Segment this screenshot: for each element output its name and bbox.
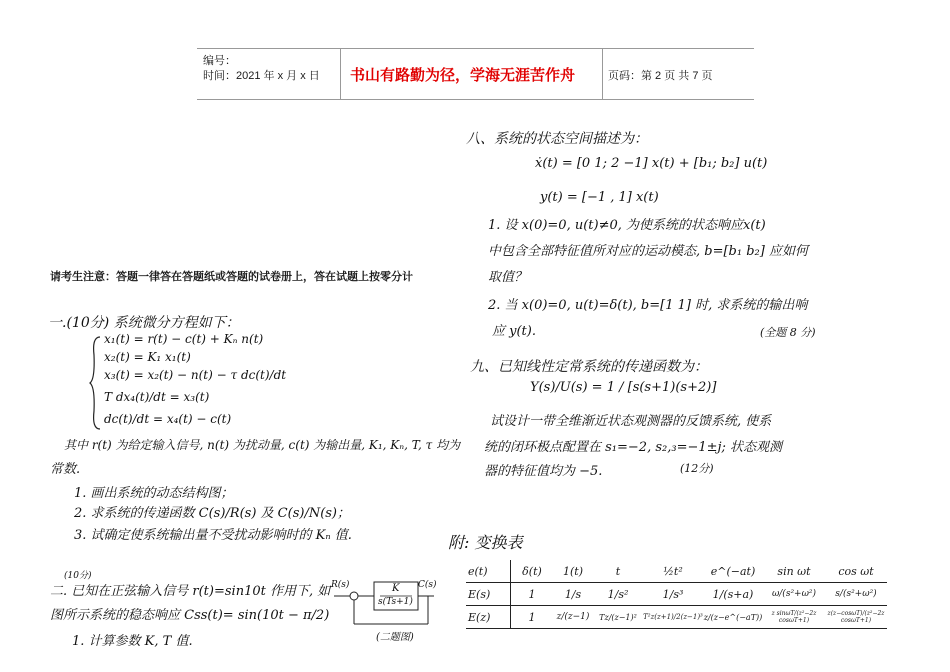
q2-line1: 二. 已知在正弦输入信号 r(t)=sin10t 作用下, 如 xyxy=(50,584,331,599)
document-header xyxy=(197,48,754,100)
table-cell: z(z−cosωT)/(z²−2z cosωT+1) xyxy=(825,606,887,629)
page-label: 页码：第 2 页 共 7 页 xyxy=(608,70,713,82)
q1-eq1: x₁(t) = r(t) − c(t) + Kₙ n(t) xyxy=(104,332,264,346)
table-cell: 1 xyxy=(511,606,554,629)
q2-line3: 1. 计算参数 K, T 值. xyxy=(72,634,193,649)
time-label: 时间：2021 年 x 月 x 日 xyxy=(203,70,320,82)
q8-item1-line1: 1. 设 x(0)=0, u(t)≠0, 为使系统的状态响应x(t) xyxy=(488,218,766,233)
q2-denominator-label: s(Ts+1) xyxy=(378,597,413,607)
q1-title: 一.(10分) 系统微分方程如下： xyxy=(48,315,240,331)
table-cell: Tz/(z−1)² xyxy=(593,606,643,629)
table-cell: δ(t) xyxy=(511,560,554,583)
table-row xyxy=(466,560,887,583)
motto-text: 书山有路勤为径，学海无涯苦作舟 xyxy=(350,66,576,84)
q2-points: (10分) xyxy=(64,571,92,581)
q2-gain-label: K xyxy=(392,583,400,594)
q1-task3: 3. 试确定使系统输出量不受扰动影响时的 Kₙ 值. xyxy=(74,528,352,543)
q8-score: (全题 8 分) xyxy=(760,326,816,339)
table-cell: E(s) xyxy=(466,583,511,606)
table-row xyxy=(466,583,887,606)
q9-line1: 试设计一带全维渐近状态观测器的反馈系统, 使系 xyxy=(490,414,772,429)
exam-notice: 请考生注意：答题一律答在答题纸或答题的试卷册上，答在试题上按零分计 xyxy=(50,270,413,283)
q2-input-label: R(s) xyxy=(331,580,350,590)
table-cell: ω/(s²+ω²) xyxy=(763,583,825,606)
q8-item1-line2: 中包含全部特征值所对应的运动模态, b=[b₁ b₂] 应如何 xyxy=(488,244,808,259)
q1-task2: 2. 求系统的传递函数 C(s)/R(s) 及 C(s)/N(s)； xyxy=(74,506,351,521)
q8-item1-line3: 取值？ xyxy=(488,270,528,285)
table-cell: T²z(z+1)/2(z−1)³ xyxy=(643,606,703,629)
table-cell: z/(z−e^(−aT)) xyxy=(703,606,763,629)
transform-table xyxy=(466,560,887,629)
table-cell: cos ωt xyxy=(825,560,887,583)
q9-line2: 统的闭环极点配置在 s₁=−2, s₂,₃=−1±j; 状态观测 xyxy=(484,440,783,455)
table-cell: z sinωT/(z²−2z cosωT+1) xyxy=(763,606,825,629)
table-cell: 1(t) xyxy=(553,560,593,583)
table-cell: 1/(s+a) xyxy=(703,583,763,606)
q9-title: 九、已知线性定常系统的传递函数为： xyxy=(470,359,708,375)
table-cell: ½t² xyxy=(643,560,703,583)
table-cell: E(z) xyxy=(466,606,511,629)
table-cell: e^(−at) xyxy=(703,560,763,583)
q2-output-label: C(s) xyxy=(418,580,437,590)
header-left-cell xyxy=(197,49,341,99)
q8-item2-line1: 2. 当 x(0)=0, u(t)=δ(t), b=[1 1] 时, 求系统的输出响 xyxy=(488,298,808,313)
table-cell: t xyxy=(593,560,643,583)
q8-item2-line2: 应 y(t). xyxy=(492,324,536,339)
table-cell: 1/s³ xyxy=(643,583,703,606)
q1-brace-icon xyxy=(88,335,102,431)
q9-line3: 器的特征值均为 −5. xyxy=(484,464,603,479)
appendix-title: 附: 变换表 xyxy=(448,533,523,552)
table-cell: 1/s xyxy=(553,583,593,606)
q1-eq4: T dx₄(t)/dt = x₃(t) xyxy=(104,390,210,404)
code-label: 编号： xyxy=(203,55,236,67)
q8-output-equation: y(t) = [−1 , 1] x(t) xyxy=(540,190,659,205)
q2-figure-caption: (二题图) xyxy=(376,632,414,643)
q1-eq2: x₂(t) = K₁ x₁(t) xyxy=(104,350,191,364)
q2-line2: 图所示系统的稳态响应 Css(t)= sin(10t − π/2) xyxy=(50,608,330,623)
q1-eq3: x₃(t) = x₂(t) − n(t) − τ dc(t)/dt xyxy=(104,368,287,382)
q1-desc-line1: 其中 r(t) 为给定输入信号, n(t) 为扰动量, c(t) 为输出量, K₁, Kₙ, T, τ 均为 xyxy=(64,438,461,452)
table-row xyxy=(466,606,887,629)
header-right-cell xyxy=(602,49,754,99)
q8-title: 八、系统的状态空间描述为： xyxy=(466,131,648,147)
table-cell: e(t) xyxy=(466,560,511,583)
q1-desc-line2: 常数. xyxy=(50,462,81,477)
header-middle-cell xyxy=(340,49,603,99)
q9-score: (12分) xyxy=(680,462,714,475)
q1-task1: 1. 画出系统的动态结构图； xyxy=(74,486,234,501)
table-cell: 1/s² xyxy=(593,583,643,606)
table-cell: z/(z−1) xyxy=(553,606,593,629)
table-cell: s/(s²+ω²) xyxy=(825,583,887,606)
table-cell: sin ωt xyxy=(763,560,825,583)
q9-transfer-function: Y(s)/U(s) = 1 / [s(s+1)(s+2)] xyxy=(530,380,717,395)
table-cell: 1 xyxy=(511,583,554,606)
q1-eq5: dc(t)/dt = x₄(t) − c(t) xyxy=(104,412,232,426)
q8-state-equation: ẋ(t) = [0 1; 2 −1] x(t) + [b₁; b₂] u(t) xyxy=(535,156,768,171)
